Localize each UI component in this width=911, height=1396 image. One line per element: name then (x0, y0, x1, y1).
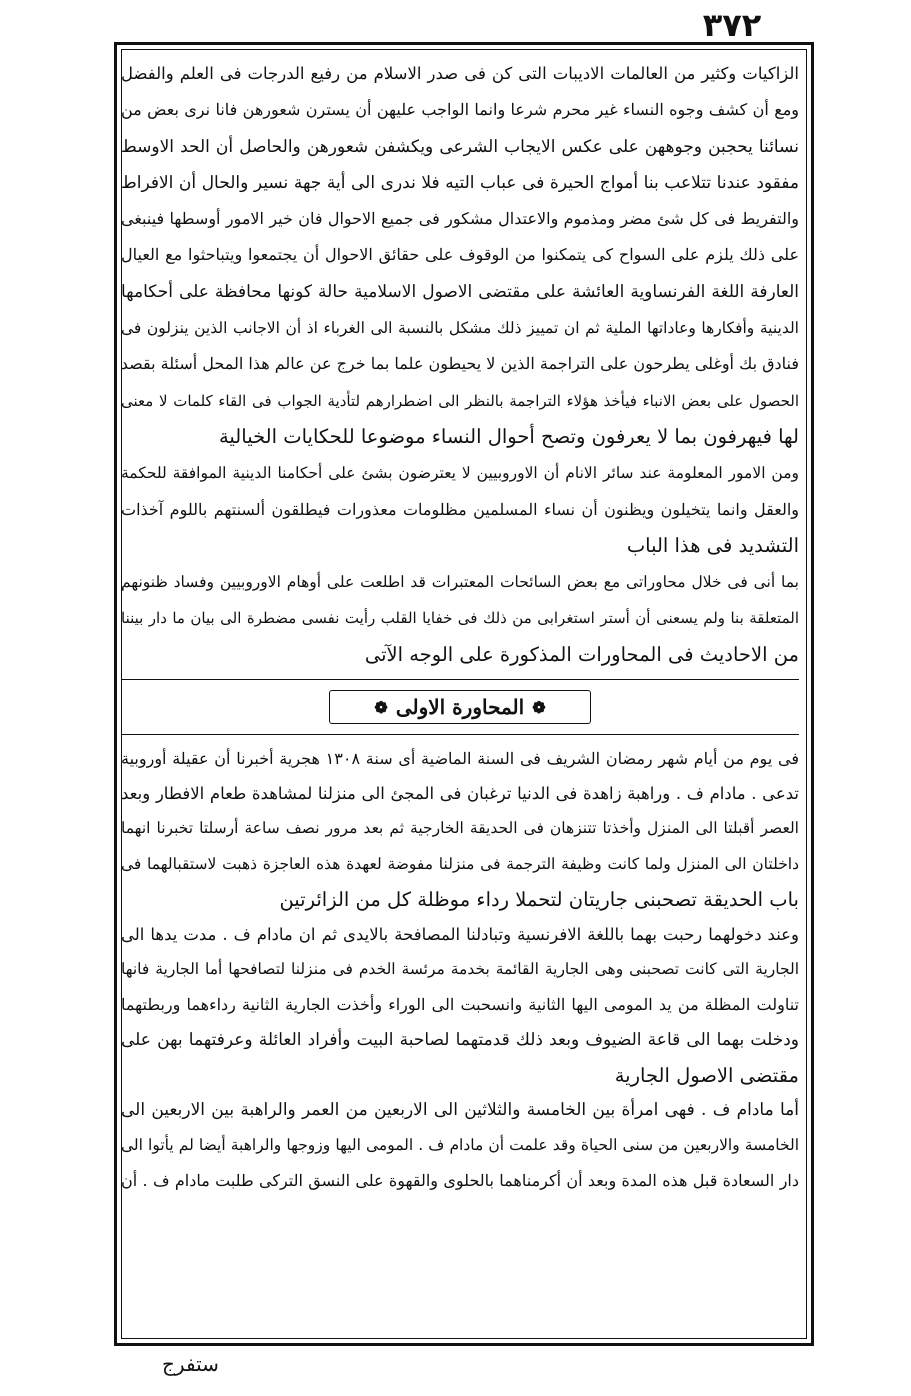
text-line: مقتضى الاصول الجارية (614, 1063, 799, 1087)
text-line: الزاكيات وكثير من العالمات الاديبات التى كن فى صدر الاسلام من رفيع الدرجات فى العلم والفضل (121, 64, 799, 83)
text-line: الخامسة والاربعين من سنى الحياة وقد علمت أن مادام ف . المومى اليها وزوجها والراهبة أيضا لم يأتوا الى (121, 1136, 799, 1155)
ornament-icon: ❁ (374, 697, 388, 717)
ornament-icon: ❁ (532, 697, 546, 717)
text-line: على ذلك يلزم على السواح كى يتمكنوا من الوقوف على حقائق الاحوال أن يجتمعوا ويتباحثوا مع العيال (121, 245, 799, 265)
page-content (121, 56, 799, 1198)
text-line: الجارية التى كانت تصحبنى وهى الجارية القائمة بخدمة مرئسة الخدم فى منزلنا لتصافحها أما الجارية فانها (121, 960, 799, 979)
text-line: فنادق بك أوغلى يطرحون على التراجمة الذين لا يحيطون علما بما خرج عن عالم هذا المحل أسئلة بقصد (121, 354, 799, 374)
text-line: من الاحاديث فى المحاورات المذكورة على الوجه الآتى (364, 642, 799, 666)
text-line: نسائنا يحجبن وجوههن على عكس الايجاب الشرعى ويكشفن شعورهن والحاصل أن الحد الاوسط (121, 136, 799, 157)
section-intro (121, 56, 799, 673)
text-line: أما مادام ف . فهى امرأة بين الخامسة والثلاثين الى الاربعين من العمر والراهبة بين الاربعين الى (121, 1099, 799, 1120)
text-line: والتفريط فى كل شئ مضر ومذموم والاعتدال مشكور فى جميع الاحوال فان خير الامور أوسطها فينبغى (121, 209, 799, 229)
chapter-heading-box (329, 690, 591, 724)
text-line: تناولت المظلة من يد المومى اليها الثانية وانسحبت الى الوراء وأخذت الجارية الثانية رداءهما وربطتهما (121, 995, 799, 1015)
text-line: العارفة اللغة الفرنساوية العائشة على مقتضى الاصول الاسلامية حالة كونها محافظة على أحكامها (121, 281, 799, 302)
section-divider (121, 734, 799, 735)
text-line: مفقود عندنا تتلاعب بنا أمواج الحيرة فى عباب التيه فلا ندرى الى أية جهة نسير والحال أن الافراط (121, 172, 799, 193)
text-line: فى يوم من أيام شهر رمضان الشريف فى السنة الماضية أى سنة ١٣٠٨ هجرية أخبرنا أن عقيلة أوروبية (121, 749, 799, 769)
text-line: الحصول على بعض الانباء فيأخذ هؤلاء التراجمة بالنظر الى اضطرارهم لتأدية الجواب فى القاء كلمات لا معنى (121, 391, 799, 410)
text-line: الدينية وأفكارها وعاداتها الملية ثم ان تمييز ذلك مشكل بالنسبة الى الغرباء اذ أن الاجانب الذين ينزلون فى (121, 319, 799, 338)
section-divider (121, 679, 799, 680)
text-line: التشديد فى هذا الباب (626, 533, 799, 557)
text-line: العصر أقبلتا الى المنزل وأخذتا تتنزهان فى الحديقة الخارجية ثم بعد مرور نصف ساعة أرسلتا تخبرنا انهما (121, 819, 799, 838)
text-line: باب الحديقة تصحبنى جاريتان لتحملا رداء موظلة كل من الزائرتين (279, 887, 799, 911)
text-line: ومع أن كشف وجوه النساء غير محرم شرعا وانما الواجب عليهن أن يسترن شعورهن فانا نرى بعض من (121, 100, 799, 120)
catchword: ستفرج (162, 1352, 219, 1376)
chapter-title: المحاورة الاولى (395, 695, 525, 720)
page-number: ٣٧٢ (702, 6, 762, 44)
text-line: لها فيهرفون بما لا يعرفون وتصح أحوال النساء موضوعا للحكايات الخيالية (218, 424, 799, 448)
text-line: ومن الامور المعلومة عند سائر الانام أن الاوروبيين لا يعترضون بشئ على أحكامنا الدينية الموافقة للحكمة (121, 464, 799, 483)
text-line: تدعى . مادام ف . وراهبة زاهدة فى الدنيا ترغبان فى المجئ الى منزلنا لمشاهدة طعام الافطار وبعد (121, 784, 799, 804)
section-dialogue (121, 741, 799, 1198)
text-line: المتعلقة بنا ولم يسعنى أن أستر استغرابى من ذلك فى خفايا القلب رأيت نفسى مضطرة الى بيان ما دار بيننا (121, 609, 799, 628)
text-line: والعقل وانما يتخيلون ويظنون أن نساء المسلمين مظلومات معذورات فيطلقون ألسنتهم باللوم آخذات (121, 499, 799, 519)
text-line: داخلتان الى المنزل ولما كانت وظيفة الترجمة فى منزلنا مفوضة لعهدة هذه العاجزة ذهبت لاستقبالهما فى (121, 854, 799, 873)
text-line: وعند دخولهما رحبت بهما باللغة الافرنسية وتبادلنا المصافحة بالايدى ثم ان مادام ف . مدت يدها الى (121, 924, 799, 944)
text-line: ودخلت بهما الى قاعة الضيوف وبعد ذلك قدمتهما لصاحبة البيت وأفراد العائلة وعرفتهما بهن على (121, 1029, 799, 1050)
text-line: بما أنى فى خلال محاوراتى مع بعض السائحات المعتبرات قد اطلعت على أوهام الاوروبيين وفساد ظنونهم (121, 573, 799, 592)
text-line: دار السعادة قبل هذه المدة وبعد أن أكرمناهما بالحلوى والقهوة على النسق التركى طلبت مادام ف . أن (121, 1171, 799, 1191)
